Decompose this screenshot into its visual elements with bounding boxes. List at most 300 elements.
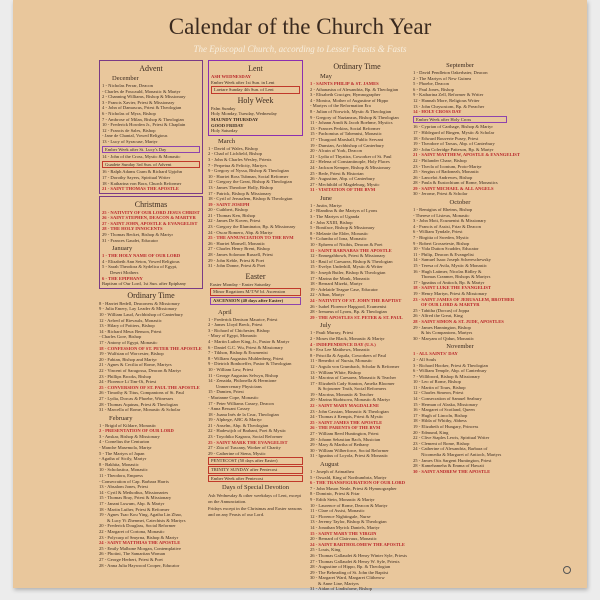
calendar-entry: 29 - The Beheading of St. John the Baptist bbox=[310, 569, 389, 575]
calendar-entry: 19 - Agnes Tsao Kou Ying, Agatha Lin Zhao, bbox=[99, 512, 183, 518]
calendar-entry: 20 - Frederick Douglass, Social Reformer bbox=[99, 523, 176, 529]
calendar-entry: 12 - Aelred of Rievaulx, Monastic bbox=[99, 317, 162, 323]
calendar-entry: 15 - Thomas Bray, Priest & Missionary bbox=[99, 495, 172, 501]
calendar-entry: 21 - SAINT THOMAS THE APOSTLE bbox=[102, 186, 179, 192]
calendar-entry: 30 - William Wilberforce, Social Reformer bbox=[310, 447, 389, 453]
march-heading: March bbox=[218, 137, 235, 145]
calendar-entry: 11 - Martin of Tours, Bishop bbox=[413, 384, 466, 390]
calendar-entry: 9 - Robert Grosseteste, Bishop bbox=[413, 240, 470, 246]
calendar-entry: Nicomedia & Margaret of Antioch, Martyrs bbox=[421, 452, 502, 457]
holy-week-list bbox=[211, 106, 300, 134]
calendar-entry: 29 - John Keble, Priest & Poet bbox=[208, 257, 265, 263]
august-heading: August bbox=[320, 461, 339, 468]
ordinary-list bbox=[99, 301, 203, 413]
calendar-entry: 14 - John of the Cross, Mystic & Monastic bbox=[102, 154, 181, 160]
boxed-entry: Ember Week after Pentecost bbox=[208, 475, 303, 483]
calendar-entry: - Martyrs of the Reformation Era bbox=[310, 103, 371, 109]
calendar-entry: 2 - The Martyrs of New Guinea bbox=[413, 75, 472, 81]
calendar-entry: 5 - The Martyrs of Japan bbox=[99, 450, 145, 456]
calendar-entry: 25 - SAINT MARK THE EVANGELIST bbox=[208, 439, 288, 445]
calendar-entry: 22 - Helena of Constantinople, Holy Places bbox=[310, 159, 390, 165]
calendar-entry: 22 - SAINT MARY MAGDALENE bbox=[310, 403, 380, 409]
calendar-entry: 14 - Cyril & Methodius, Missionaries bbox=[99, 489, 169, 495]
calendar-entry: 17 - Dorothy Sayers, Spiritual Writer bbox=[102, 174, 171, 180]
calendar-entry: 12 - Enmegahbowh, Priest & Missionary bbox=[310, 253, 386, 259]
calendar-entry: 10 - William Law, Priest bbox=[208, 366, 253, 372]
calendar-entry: - Mary of Egypt, Monastic bbox=[208, 333, 258, 339]
calendar-entry: 9 - Columba of Iona, Monastic bbox=[310, 236, 367, 242]
calendar-entry: 28 - Johann Sebastian Bach, Musician bbox=[310, 436, 381, 442]
calendar-entry: 31 - Frances Gaudet, Educator bbox=[102, 237, 158, 243]
may-heading: May bbox=[320, 73, 332, 80]
calendar-entry: 27 - William Reed Huntington, Priest bbox=[310, 431, 379, 437]
calendar-entry: 2 - James Lloyd Breck, Priest bbox=[208, 322, 263, 328]
calendar-entry: 28 - THE HOLY INNOCENTS bbox=[102, 226, 163, 232]
calendar-entry: 2 - Athanasius of Alexandria, Bp. & Theologian bbox=[310, 86, 399, 92]
calendar-entry: 30 - Maryam of Qidun, Monastic bbox=[413, 335, 474, 341]
poster bbox=[13, 0, 587, 592]
calendar-entry: 23 - Clement of Rome, Bishop bbox=[413, 440, 470, 446]
calendar-entry: 2 - Chad of Lichfield, Bishop bbox=[208, 151, 263, 157]
calendar-entry: 17 - Ignatius of Antioch, Bp. & Martyr bbox=[413, 279, 485, 285]
calendar-entry: 6 - THE TRANSFIGURATION OF OUR LORD bbox=[310, 480, 406, 486]
calendar-entry: 27 - Lydia, Dorcas & Phoebe, Witnesses bbox=[99, 395, 174, 401]
calendar-entry: 8 - Julian of Norwich, Mystic & Theologian bbox=[310, 108, 392, 114]
calendar-entry: 26 - Alfred the Great, King bbox=[413, 313, 463, 319]
april-heading: April bbox=[218, 308, 232, 316]
calendar-entry: 1 - SAINTS PHILIP & ST. JAMES bbox=[310, 81, 379, 86]
boxed-entry: Ember Week after Holy Cross bbox=[413, 116, 507, 124]
calendar-entry: - Agatha of Sicily, Martyr bbox=[99, 456, 147, 462]
calendar-entry: 7 - Birgitta of Sweden, Mystic bbox=[413, 235, 469, 241]
calendar-entry: - Anna Bessant Cassey bbox=[208, 406, 250, 412]
calendar-entry: 25 - NATIVITY OF OUR LORD JESUS CHRIST bbox=[102, 209, 200, 215]
column-4 bbox=[413, 60, 520, 474]
calendar-entry: 29 - THE APOSTLES ST. PETER & ST. PAUL bbox=[310, 314, 403, 320]
calendar-entry: 20 - Marina Skobtsova, Monastic & Martyr bbox=[310, 397, 390, 403]
calendar-entry: 14 - Zenaida, Philonella & Hermione bbox=[208, 378, 277, 384]
boxed-entry: Guadete Sunday 3rd Sun. of Advent bbox=[102, 161, 200, 169]
february-list bbox=[99, 423, 203, 568]
calendar-entry: 7 - Tikhon, Bishop & Ecumenist bbox=[208, 350, 268, 356]
calendar-entry: 4 - John XXIII, Bishop bbox=[310, 219, 353, 225]
calendar-entry: 25 - Tabitha (Dorcas) of Joppa bbox=[413, 307, 470, 313]
calendar-entry: 24 - Thomas à Kempis, Priest & Mystic bbox=[310, 414, 384, 420]
calendar-entry: 27 - SAINT JOHN, APOSTLE & EVANGELIST bbox=[102, 220, 198, 226]
calendar-entry: 18 - Martin Luther, Priest & Reformer bbox=[99, 506, 170, 512]
calendar-entry: 19 - Theodore of Tarsus, Abp. of Canterbury bbox=[413, 141, 495, 147]
calendar-entry: 28 - SAINT SIMON & ST. JUDE, APOSTLES bbox=[413, 318, 504, 324]
calendar-entry: 17 - Marina the Monk, Monastic bbox=[310, 275, 370, 281]
calendar-entry: 3 - Richard Hooker, Priest & Theologian bbox=[413, 362, 488, 368]
calendar-entry: 21 - SAINT MATTHEW, APOSTLE & EVANGELIST bbox=[413, 152, 520, 158]
christmas-box bbox=[99, 196, 203, 289]
calendar-entry: 4 - Monica, Mother of Augustine of Hippo bbox=[310, 97, 389, 103]
column-3 bbox=[310, 60, 407, 592]
calendar-entry: 4 - Martin Luther King, Jr., Pastor & Martyr bbox=[208, 338, 290, 344]
calendar-entry: 10 - Vida Dutton Scudder, Educator bbox=[413, 246, 479, 252]
calendar-entry: 6 - William Temple, Abp. of Canterbury bbox=[413, 368, 487, 374]
advent-box bbox=[99, 60, 203, 194]
calendar-entry: 29 - SAINT MICHAEL & ALL ANGELS bbox=[413, 185, 494, 191]
calendar-entry: 10 - Scholastica, Monastic bbox=[99, 467, 148, 473]
calendar-entry: 13 - Absalom Jones, Priest bbox=[99, 484, 148, 490]
calendar-entry: 21 - Anselm, Abp. & Theologian bbox=[208, 422, 269, 428]
calendar-entry: 6 - Paul Jones, Bishop bbox=[413, 86, 454, 92]
calendar-entry: 1 - Remigius of Rheims, Bishop bbox=[413, 207, 473, 213]
calendar-entry: 30 - Margaret Ward, Margaret Clitherow bbox=[310, 575, 385, 581]
calendar-entry: 20 - Fabian, Bishop and Martyr bbox=[99, 356, 157, 362]
calendar-entry: 14 - Basil of Caesarea, Bishop & Theologian bbox=[310, 258, 393, 264]
calendar-entry: 17 - Elizabeth Cady Stanton, Amelia Bloomer bbox=[310, 380, 395, 386]
calendar-entry: 11 - Theodora, Empress bbox=[99, 473, 143, 479]
calendar-entry: 12 - Francis de Sales, Bishop bbox=[102, 127, 156, 133]
lent-list bbox=[211, 74, 300, 94]
calendar-entry: 9 - Dietrich Bonhoeffer, Pastor & Theologian bbox=[208, 361, 292, 367]
calendar-entry: 26 - Augustine, Abp. of Canterbury bbox=[310, 176, 375, 182]
calendar-entry: 19 - Dunstan, Archbishop of Canterbury bbox=[310, 142, 384, 148]
calendar-entry: 16 - Margaret of Scotland, Queen bbox=[413, 407, 475, 413]
calendar-entry: 18 - Juana Inés de la Cruz, Theologian bbox=[208, 411, 279, 417]
advent-list bbox=[102, 83, 200, 192]
calendar-entry: 28 - Kamehameha & Emma of Hawaii bbox=[413, 463, 484, 469]
calendar-entry: 29 - Thomas Becket, Bishop & Martyr bbox=[102, 232, 173, 238]
calendar-entry: - Consecration of Cap. Barbara Harris bbox=[99, 478, 169, 484]
calendar-entry: 19 - SAINT JOSEPH bbox=[208, 201, 250, 207]
calendar-entry: 18 - Katharina von Bora, Church Reformer bbox=[102, 180, 182, 186]
calendar-entry: 16 - Cyprian of Carthage, Bishop & Martyr bbox=[413, 124, 493, 130]
calendar-entry: 24 - Oscar Romero, Abp. & Martyr bbox=[208, 229, 273, 235]
calendar-entry: 20 - Edmund, King bbox=[413, 429, 449, 435]
calendar-entry: 1 - Pauli Murray, Priest bbox=[310, 330, 353, 336]
calendar-entry: 26 - Photini, The Samaritan Woman bbox=[99, 551, 166, 557]
may-list bbox=[310, 81, 404, 193]
calendar-entry: 5 - Sarah Theodora & Sydelica of Egypt, bbox=[102, 264, 178, 270]
calendar-entry: 4 - Cornelius the Centurion bbox=[99, 439, 150, 445]
calendar-entry: 27 - Thomas Gallaudet & Henry W. Syle, Priests bbox=[310, 558, 400, 564]
devotion-title: Days of Special Devotion bbox=[222, 484, 289, 492]
july-heading: July bbox=[320, 322, 331, 330]
calendar-entry: 14 - Consecration of Samuel Seabury bbox=[413, 396, 482, 402]
calendar-entry: Easter Monday - Easter Saturday bbox=[210, 281, 271, 287]
boxed-entry: Laetare Sunday 4th Sun. of Lent bbox=[211, 86, 300, 94]
calendar-entry: 1 - THE HOLY NAME OF OUR LORD bbox=[102, 253, 181, 259]
calendar-entry: 8 - Priscilla & Aquila, Coworkers of Paul bbox=[310, 352, 387, 358]
calendar-entry: 25 - James Otis Sargent Huntington, Priest bbox=[413, 457, 492, 463]
calendar-entry: 3 - Richard of Chichester, Bishop bbox=[208, 327, 270, 333]
calendar-entry: 2 - Channing Williams, Bishop & Missionary bbox=[102, 94, 186, 100]
calendar-entry: 25 - SAINT JAMES THE APOSTLE bbox=[310, 419, 383, 425]
calendar-entry: 6 - Nicholas of Myra, Bishop bbox=[102, 110, 156, 116]
calendar-entry: 7 - Willibrord, Bishop & Missionary bbox=[413, 373, 481, 379]
calendar-entry: & Anne Line, Martyrs bbox=[318, 580, 359, 586]
calendar-entry: 10 - Ephrem of Nisibis, Deacon & Poet bbox=[310, 242, 383, 248]
calendar-entry: 24 - Jackson Kemper, Bishop & Missionary bbox=[310, 164, 391, 170]
calendar-entry: 23 - Polycarp of Smyrna, Bishop & Martyr bbox=[99, 534, 179, 540]
november-list bbox=[413, 351, 507, 474]
calendar-entry: Holy Monday, Tuesday, Wednesday bbox=[211, 111, 277, 117]
calendar-entry: Baptism of Our Lord, 1st Sun. after Epiphany bbox=[102, 281, 187, 287]
easter-list bbox=[210, 282, 301, 305]
calendar-entry: 27 - Charles Henry Brent, Bishop bbox=[208, 246, 270, 252]
calendar-entry: 26 - Harriet Monsell, Monastic bbox=[208, 240, 266, 246]
calendar-entry: 23 - Toyohiko Kagawa, Social Reformer bbox=[208, 434, 283, 440]
calendar-entry: 5 - Phoebe, Deacon bbox=[413, 81, 449, 87]
calendar-entry: 20 - John Coleridge Patteson, Bp. & Martyr bbox=[413, 146, 494, 152]
calendar-entry: 11 - Clare of Assisi, Monastic bbox=[310, 508, 365, 514]
january-list bbox=[102, 253, 200, 287]
calendar-entry: 8 - Bakhita, Monastic bbox=[99, 461, 139, 467]
calendar-entry: 1 - David Pendleton Oakerhater, Deacon bbox=[413, 70, 488, 75]
march-list bbox=[208, 146, 303, 269]
calendar-entry: 17 - Patrick, Bishop & Missionary bbox=[208, 190, 272, 196]
october-list bbox=[413, 207, 515, 341]
october-heading: October bbox=[449, 199, 471, 207]
calendar-entry: 1 - David of Wales, Bishop bbox=[208, 145, 258, 151]
calendar-entry: 31 - John Donne, Priest & Poet bbox=[208, 263, 266, 269]
calendar-entry: 26 - Timothy & Titus, Companions of St. Paul bbox=[99, 390, 185, 396]
calendar-entry: 25 - Sergius of Radonezh, Monastic bbox=[413, 169, 480, 175]
calendar-entry: Ember Week after 1st Sun. in Lent bbox=[211, 79, 275, 85]
calendar-entry: 22 - Philander Chase, Bishop bbox=[413, 157, 467, 163]
calendar-entry: 8 - Dominic, Priest & Friar bbox=[310, 491, 360, 497]
calendar-entry: 29 - Catherine of Siena, Mystic bbox=[208, 450, 266, 456]
calendar-entry: 26 - Isabel Florence Hapgood, Ecumenist bbox=[310, 303, 387, 309]
calendar-entry: 18 - Hilda of Whitby, Abbess bbox=[413, 418, 467, 424]
calendar-entry: 25 - THE ANNUNCIATION TO THE BVM bbox=[208, 235, 294, 241]
calendar-entry: 20 - Alcuin of York, Deacon bbox=[310, 148, 362, 154]
calendar-entry: 1 - Frederick Denison Maurice, Priest bbox=[208, 316, 278, 322]
calendar-entry: OF OUR LORD & MARTYR bbox=[421, 302, 480, 308]
calendar-entry: 21 - Agnes & Cecilia of Rome, Martyrs bbox=[99, 362, 172, 368]
calendar-entry: 17 - Thurgood Marshall, Public Servant bbox=[310, 136, 384, 142]
calendar-entry: Thomas Cranmer, Bishops & Martyrs bbox=[421, 274, 491, 280]
calendar-entry: - Marianne Cope, Monastic bbox=[208, 394, 259, 400]
calendar-entry: 28 - James Solomon Russell, Priest bbox=[208, 252, 273, 258]
calendar-entry: 13 - Jeremy Taylor, Bishop & Theologian bbox=[310, 519, 387, 525]
calendar-entry: 31 - Aidan of Lindisfarne, Bishop bbox=[310, 586, 373, 592]
calendar-entry: 19 - Elizabeth of Hungary, Princess bbox=[413, 424, 479, 430]
page-subtitle: The Episcopal Church, according to Lesser Feasts & Fasts bbox=[193, 44, 407, 54]
calendar-entry: 15 - Herman of Alaska, Missionary bbox=[413, 401, 478, 407]
calendar-entry: & his Companions, Martyrs bbox=[421, 330, 473, 336]
calendar-entry: 17 - Hildegard of Bingen, Mystic & Scholar bbox=[413, 129, 495, 135]
devotion-note-1: Ash Wednesday & other weekdays of Lent, except on the Annunciation. bbox=[208, 493, 301, 505]
calendar-entry: 25 - Louis, King bbox=[310, 547, 341, 553]
calendar-entry: 26 - SAINT STEPHEN, DEACON & MARTYR bbox=[102, 215, 196, 221]
calendar-entry: 9 - Gregory of Nazianzus, Bishop & Theologian bbox=[310, 114, 399, 120]
calendar-entry: 17 - Peter Williams Cassey, Deacon bbox=[208, 400, 274, 406]
calendar-entry: MAUNDY THURSDAY bbox=[211, 116, 259, 122]
calendar-entry: 1 - Nicholas Ferrar, Deacon bbox=[102, 83, 153, 88]
calendar-entry: 2 - Blandina & the Martyrs of Lyons bbox=[310, 208, 378, 214]
calendar-entry: 27 - Mechthild of Magdeburg, Mystic bbox=[310, 181, 380, 187]
calendar-entry: 16 - Ralph Adams Cram & Richard Upjohn bbox=[102, 169, 182, 175]
calendar-entry: 16 - Joseph Butler, Bishop & Theologian bbox=[310, 270, 386, 275]
calendar-entry: 22 - Clive Staples Lewis, Spiritual Writer bbox=[413, 435, 490, 441]
calendar-entry: 19 - Adelaide Teague Case, Educator bbox=[310, 286, 378, 292]
calendar-entry: 13 - Hilary of Poitiers, Bishop bbox=[99, 323, 155, 329]
calendar-entry: 13 - James Theodore Holly, Bishop bbox=[208, 184, 273, 190]
calendar-entry: 31 - Ignatius of Loyola, Priest & Monastic bbox=[310, 453, 389, 459]
calendar-entry: 9 - Gregory of Nyssa, Bishop & Theologian bbox=[208, 168, 289, 174]
calendar-entry: 12 - Florence Nightingale, Nurse bbox=[310, 513, 371, 519]
calendar-entry: 13 - John Chrysostom, Bp. & Preacher bbox=[413, 103, 485, 109]
calendar-entry: 7 - Perpetua & Felicity, Martyrs bbox=[208, 162, 267, 168]
calendar-entry: 14 - Macrina of Caesarea, Monastic & Teacher bbox=[310, 375, 397, 381]
easter-title: Easter bbox=[245, 271, 266, 281]
calendar-entry: 18 - SAINT LUKE THE EVANGELIST bbox=[413, 285, 491, 291]
calendar-entry: 29 - Mary & Martha of Bethany bbox=[310, 442, 369, 448]
calendar-entry: - Charles de Foucauld, Monastic & Martyr bbox=[102, 88, 181, 94]
calendar-entry: 13 - William White, Bishop bbox=[310, 369, 361, 375]
calendar-entry: 28 - Anna Julia Haywood Cooper, Educator bbox=[99, 562, 180, 568]
calendar-entry: 19 - Alphege, ABC & Martyr bbox=[208, 417, 262, 423]
ordinary-time-title-2: Ordinary Time bbox=[333, 62, 381, 71]
calendar-entry: 9 - Katharina Zell, Reformer & Writer bbox=[413, 92, 484, 98]
calendar-entry: 17 - Hugh of Lincoln, Bishop bbox=[413, 412, 468, 418]
calendar-entry: 22 - Margaret of Cortona, Monastic bbox=[99, 528, 165, 534]
calendar-entry: 16 - Hugh Latimer, Nicolas Ridley & bbox=[413, 268, 482, 274]
calendar-entry: 1 - Joseph of Arimathea bbox=[310, 469, 354, 474]
calendar-entry: 12 - Argula von Grumbach, Scholar & Reformer bbox=[310, 363, 400, 369]
calendar-entry: 24 - Catherine of Alexandria, Barbara of bbox=[413, 446, 488, 452]
calendar-entry: 8 - Harriet Bedell, Deaconess & Missionary bbox=[99, 300, 180, 306]
calendar-entry: 17 - Antony of Egypt, Monastic bbox=[99, 339, 158, 345]
calendar-entry: 3 - Francis Xavier, Priest & Missionary bbox=[102, 99, 175, 105]
calendar-entry: 11 - SAINT BARNABAS THE APOSTLE bbox=[310, 247, 392, 253]
calendar-entry: 6 - Eva Lee Matthews, Monastic bbox=[310, 347, 370, 353]
calendar-entry: 23 - Gregory the Illuminator, Bp. & Missionary bbox=[208, 224, 296, 230]
calendar-entry: 21 - Lydia of Thyatira, Coworker of St. Paul bbox=[310, 153, 392, 159]
calendar-entry: 31 - Marcella of Rome, Monastic & Scholar bbox=[99, 407, 181, 413]
lent-title: Lent bbox=[248, 64, 263, 73]
calendar-entry: 28 - Thomas Aquinas, Priest & Theologian bbox=[99, 401, 178, 407]
calendar-entry: 30 - Jerome, Priest & Scholar bbox=[413, 191, 468, 197]
calendar-entry: 1 - Brigid of Kildare, Monastic bbox=[99, 422, 157, 428]
advent-title: Advent bbox=[139, 64, 163, 73]
calendar-entry: 4 - Elizabeth Ann Seton, Vowed Religious bbox=[102, 258, 180, 264]
calendar-entry: 18 - Edward Bouverie Pusey, Priest bbox=[413, 135, 479, 141]
calendar-entry: 2 - Moses the Black, Monastic & Martyr bbox=[310, 335, 385, 341]
calendar-entry: 21 - Thomas Ken, Bishop bbox=[208, 212, 256, 218]
calendar-entry: 3 - Anskar, Bishop & Missionary bbox=[99, 433, 160, 439]
calendar-entry: 22 - Hadewijch of Brabant, Poet & Mystic bbox=[208, 428, 287, 434]
boxed-entry: TRINITY SUNDAY after Pentecost bbox=[208, 466, 303, 474]
calendar-entry: 12 - Hannah More, Religious Writer bbox=[413, 97, 480, 103]
calendar-entry: 6 - THE EPIPHANY bbox=[102, 275, 143, 281]
calendar-entry: 28 - Irenaeus of Lyons, Bp. & Theologian bbox=[310, 309, 387, 315]
july-list bbox=[310, 330, 404, 459]
christmas-list bbox=[102, 210, 200, 244]
calendar-entry: 24 - Florence Li Tim-Oi, Priest bbox=[99, 379, 157, 385]
calendar-entry: 4 - John of Damascus, Priest & Theologian bbox=[102, 105, 182, 111]
calendar-entry: 18 - CONFESSION OF ST. PETER THE APOSTLE bbox=[99, 345, 202, 351]
calendar-entry: 6 - William Tyndale, Priest bbox=[413, 229, 463, 235]
easter-box bbox=[208, 269, 303, 307]
calendar-entry: 11 - Benedict of Nursia, Monastic bbox=[310, 358, 373, 364]
calendar-entry: 1 - Justin, Martyr bbox=[310, 202, 342, 208]
calendar-entry: 13 - Lucy of Syracuse, Martyr bbox=[102, 138, 158, 144]
calendar-entry: 25 - Bede, Priest & Historian bbox=[310, 170, 364, 176]
calendar-entry: 20 - Bernard of Clairvaux, Monastic bbox=[310, 536, 377, 542]
june-heading: June bbox=[320, 194, 332, 202]
calendar-entry: 5 - Boniface, Bishop & Missionary bbox=[310, 225, 375, 231]
calendar-entry: Desert Mothers bbox=[110, 270, 139, 276]
ordinary-time-title: Ordinary Time bbox=[127, 290, 175, 300]
calendar-entry: 15 - Teresa of Avila, Mystic & Monastic bbox=[413, 263, 488, 268]
calendar-entry: 8 - Melanie the Elder, Monastic bbox=[310, 230, 369, 236]
calendar-entry: - Charles Gore, Bishop bbox=[99, 334, 142, 340]
calendar-entry: GOOD FRIDAY bbox=[211, 122, 244, 128]
boxed-entry: Minor Rogations M/T/W bf. Ascension bbox=[210, 288, 301, 296]
calendar-entry: 7 - Ambrose of Milan, Bishop & Theologian bbox=[102, 116, 184, 122]
calendar-entry: 12 - Gregory the Great, Bishop & Theologian bbox=[208, 179, 292, 185]
column-1 bbox=[99, 60, 203, 568]
calendar-entry: 14 - Samuel Isaac Joseph Schereschewsky bbox=[413, 257, 491, 263]
calendar-entry: 23 - Phillips Brooks, Bishop bbox=[99, 373, 152, 379]
holy-week-title: Holy Week bbox=[237, 95, 274, 105]
page-title: Calendar of the Church Year bbox=[168, 14, 432, 39]
calendar-entry: 10 - William Laud, Archbishop of Canterbury bbox=[99, 312, 184, 317]
calendar-entry: 3 - Elisabeth Cruciger, Hymnographer bbox=[310, 92, 381, 98]
calendar-entry: 3 - John Mott, Ecumenist & Missionary bbox=[413, 218, 487, 224]
calendar-entry: 20 - Cuthbert, Bishop bbox=[208, 207, 248, 213]
calendar-entry: 29 - James Hannington, Bishop bbox=[413, 324, 471, 330]
calendar-entry: 4 - Francis of Assisi, Friar & Deacon bbox=[413, 223, 481, 229]
calendar-entry: 10 - Harriet Ross Tubman, Social Reformer bbox=[208, 173, 289, 179]
calendar-entry: 24 - NATIVITY OF ST. JOHN THE BAPTIST bbox=[310, 297, 402, 303]
january-heading: January bbox=[112, 245, 133, 253]
calendar-entry: Holy Saturday bbox=[211, 128, 238, 134]
calendar-entry: 24 - SAINT BARTHOLOMEW THE APOSTLE bbox=[310, 541, 405, 547]
column-2 bbox=[208, 60, 303, 518]
april-list bbox=[208, 317, 303, 457]
calendar-entry: 15 - Evelyn Underhill, Mystic & Writer bbox=[310, 264, 383, 270]
june-list bbox=[310, 203, 404, 320]
december-heading: December bbox=[112, 75, 139, 82]
calendar-entry: 14 - Richard Meux Benson, Priest bbox=[99, 328, 162, 334]
calendar-entry: 31 - VISITATION OF THE BVM bbox=[310, 187, 376, 193]
calendar-entry: 17 - Janani Luwum, Abp. & Martyr bbox=[99, 501, 165, 506]
calendar-entry: 23 - Thecla of Iconium, Proto-Martyr bbox=[413, 163, 482, 169]
calendar-entry: - Manche Masemola, Martyr bbox=[99, 445, 152, 451]
calendar-entry: 2 - All Souls bbox=[413, 356, 437, 362]
calendar-entry: 7 - John Mason Neale, Priest & Hymnographer bbox=[310, 485, 397, 491]
november-heading: November bbox=[446, 343, 474, 351]
calendar-entry: & Lucy Yi Zhenmei, Catechists & Martyrs bbox=[107, 517, 186, 523]
pentecost-list bbox=[208, 457, 303, 482]
calendar-entry: 5 - Oswald, King of Northumbria, Martyr bbox=[310, 474, 387, 480]
calendar-entry: 19 - Macrina, Monastic & Teacher bbox=[310, 391, 374, 397]
calendar-entry: 26 - Lancelot Andrewes, Bishop bbox=[413, 174, 473, 180]
calendar-entry: 13 - Frances Perkins, Social Reformer bbox=[310, 125, 381, 131]
calendar-entry: 14 - Jonathan Myrick Daniels, Martyr bbox=[310, 524, 380, 530]
calendar-entry: Palm Sunday bbox=[211, 105, 236, 111]
boxed-entry: ASCENSION (40 days after Easter) bbox=[210, 297, 301, 305]
calendar-entry: & Sojourner Truth, Social Reformers bbox=[318, 386, 387, 392]
calendar-entry: 10 - Leo of Rome, Bishop bbox=[413, 379, 461, 385]
calendar-entry: 3 - The Martyrs of Uganda bbox=[310, 214, 360, 220]
lent-box bbox=[208, 60, 303, 136]
calendar-entry: 12 - Charles Simeon, Priest bbox=[413, 390, 464, 396]
calendar-entry: 11 - Philip, Deacon & Evangelist bbox=[413, 251, 474, 257]
calendar-entry: 9 - Edith Stein, Monastic & Martyr bbox=[310, 496, 375, 502]
calendar-entry: 26 - THE PARENTS OF THE BVM bbox=[310, 425, 381, 431]
calendar-entry: 1 - ALL SAINTS' DAY bbox=[413, 351, 458, 357]
calendar-entry: 22 - Alban, Martyr bbox=[310, 292, 345, 298]
calendar-entry: 15 - Pachomius of Tabennisi, Monastic bbox=[310, 131, 382, 137]
